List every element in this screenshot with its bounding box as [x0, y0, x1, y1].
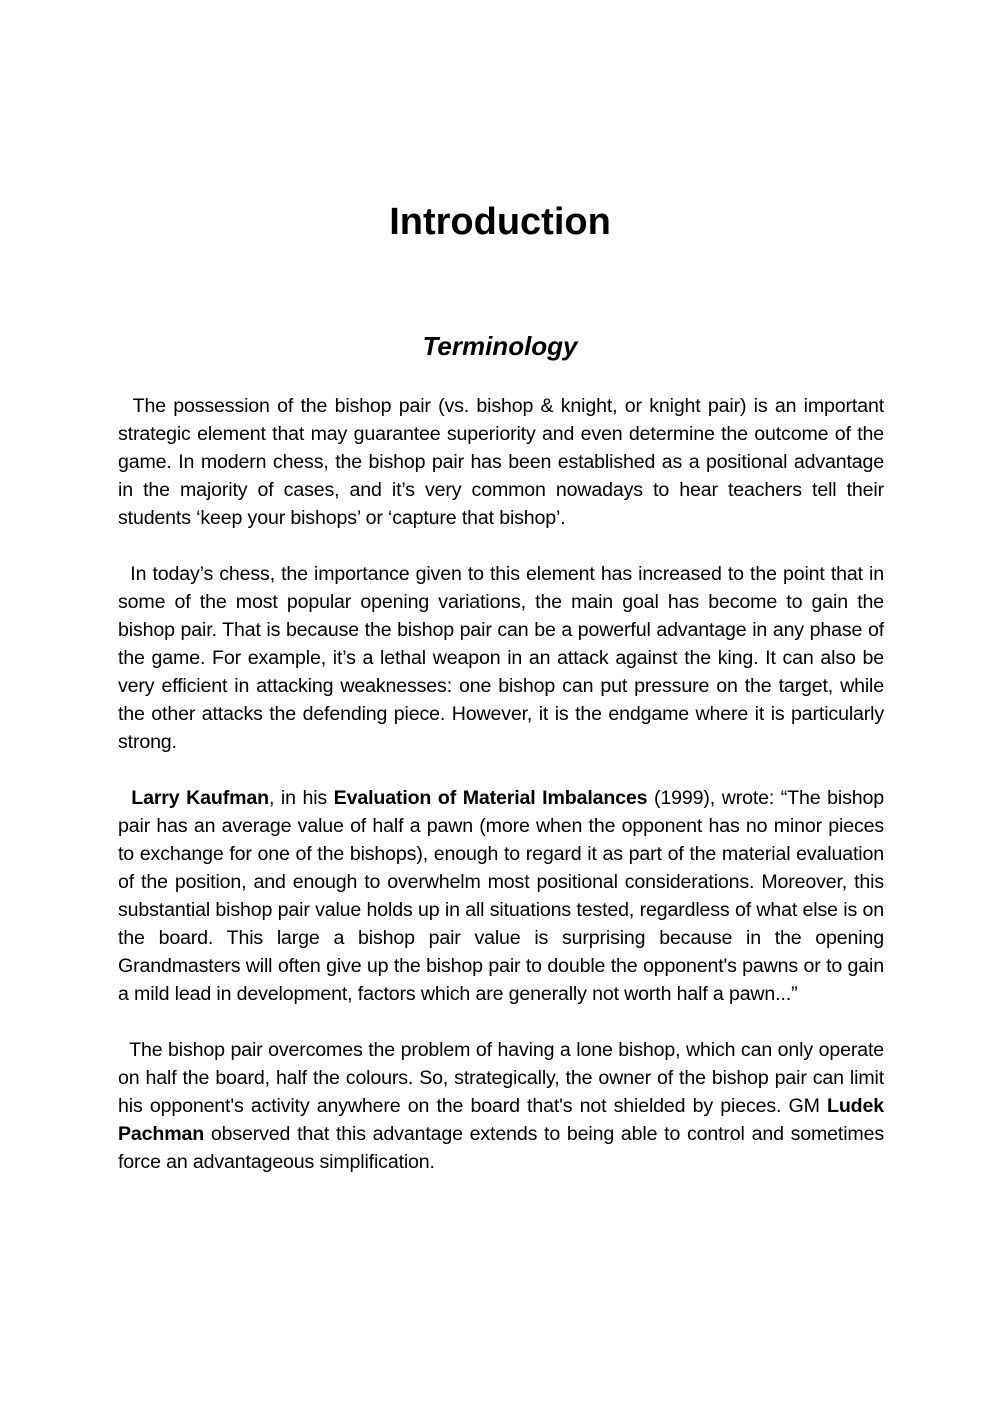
paragraph-4-rest: observed that this advantage extends to being able to control and sometimes force an advantageous simplification. [118, 1123, 884, 1173]
paragraph-2: In today’s chess, the importance given to this element has increased to the point that in some of the most popular opening variations, the main goal has become to gain the bishop pair. That is because the bishop pair can be a powerful advantage in any phase of the game. For example, it’s a lethal weapon in an attack against the king. It can also be very efficient in attacking weaknesses: one bishop can put pressure on the target, while the other attacks the defending piece. However, it is the endgame where it is particularly strong. [118, 563, 884, 753]
paragraph-1: The possession of the bishop pair (vs. bishop & knight, or knight pair) is an important strategic element that may guarantee superiority and even determine the outcome of the game. In modern chess, the bishop pair has been established as a positional advantage in the majority of cases, and it’s very common nowadays to hear teachers tell their students ‘keep your bishops’ or ‘capture that bishop’. [118, 395, 884, 529]
gm-name: Ludek Pachman [118, 1095, 884, 1145]
work-title: Evaluation of Material Imbalances [333, 787, 648, 809]
paragraph-3-indent [118, 787, 131, 809]
paragraph-3-rest: (1999), wrote: “The bishop pair has an average value of half a pawn (more when the opponent has no minor pieces to exchange for one of the bishops), enough to regard it as part of the material evaluation of the position, and enough to overwhelm most positional considerations. Moreover, this substantial bishop pair value holds up in all situations tested, regardless of what else is on the board. This large a bishop pair value is surprising because in the opening Grandmasters will often give up the bishop pair to double the opponent's pawns or to gain a mild lead in development, factors which are generally not worth half a pawn...” [118, 787, 884, 1005]
body-text [118, 392, 884, 1204]
author-name: Larry Kaufman [131, 787, 269, 809]
section-heading: Terminology [422, 331, 578, 361]
paragraph-4 [118, 1036, 884, 1176]
paragraph-3 [118, 784, 884, 1008]
page-title: Introduction [389, 201, 611, 243]
paragraph-3-mid: , in his [268, 787, 334, 809]
paragraph-4-lead: The bishop pair overcomes the problem of having a lone bishop, which can only operate on half the board, half the colours. So, strategically, the owner of the bishop pair can limit his opponent's activity anywhere on the board that's not shielded by pieces. GM [118, 1039, 884, 1117]
